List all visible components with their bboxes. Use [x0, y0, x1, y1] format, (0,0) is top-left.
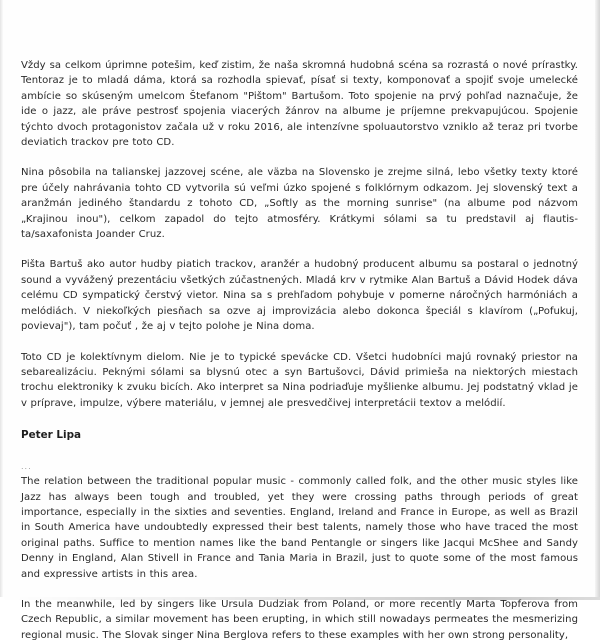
page-content	[21, 58, 578, 643]
paragraph: Toto CD je kolektívnym dielom. Nie je to typické spevácke CD. Všetci hudobníci majú rovnaký priestor na sebarealizáciu. Peknými sólami sa blysnú otec a syn Bartušovci, Dávid primieša na niektorých miestach trochu elektroniky k zvuku bicích. Ako interpret sa Nina podriaďuje myšlienke albumu. Jej podstatný vklad je v príprave, impulze, výbere materiálu, v jemnej ale presvedčivej interpretácii textov a melódií.	[21, 351, 578, 409]
paragraph-spacer	[21, 335, 578, 350]
author-signature: Peter Lipa	[21, 429, 82, 442]
paragraph: Nina pôsobila na talianskej jazzovej scéne, ale väzba na Slovensko je zrejme silná, lebo všetky texty ktoré pre účely nahrávania tohto CD vytvorila sú veľmi úzko spojené s folklórnym odkazom. Jej slovenský text a aranžmán jediného štandardu z tohoto CD, „Softly as the morning sunrise" (na albume pod názvom „Krajinou inou"), celkom zapadol do tejto atmosféry. Krátkymi sólami sa tu predstavil aj flautis-ta/saxafonista Joander Cruz.	[21, 167, 578, 241]
paragraph: The relation between the traditional popular music - commonly called folk, and the other music styles like Jazz has always been tough and troubled, yet they were crossing paths through periods of great importance, especially in the sixties and seventies. England, Ireland and France in Europe, as well as Brazil in South America have undoubtedly expressed their best talents, namely those who have traced the most original paths. Suffice to mention names like the band Pentangle or singers like Jacqui McShee and Sandy Denny in England, Alan Stivell in France and Tania Maria in Brazil, just to quote some of the most famous and expressive artists in this area.	[21, 476, 578, 580]
page-edge-right	[595, 0, 600, 600]
section-spacer	[21, 443, 578, 463]
paragraph-spacer	[21, 582, 578, 597]
continuation-marker: ...	[21, 462, 32, 472]
page-edge-left	[0, 0, 3, 600]
paragraph-spacer	[21, 242, 578, 257]
paragraph: In the meanwhile, led by singers like Ursula Dudziak from Poland, or more recently Marta Topferova from Czech Republic, a similar movement has been erupting, in which still nowadays permeates the mesmerizing regional music. The Slovak singer Nina Berglova refers to these examples with her own strong personality,	[21, 598, 578, 641]
english-section	[21, 463, 578, 643]
slovak-section	[21, 58, 578, 443]
paragraph: Vždy sa celkom úprimne potešim, keď zistim, že naša skromná hudobná scéna sa rozrastá o nové prírastky. Tentoraz je to mladá dáma, ktorá sa rozhodla spievať, písať si texty, komponovať a spojiť svoje umelecké ambície so skúseným umelcom Štefanom "Pištom" Bartušom. Toto spojenie na prvý pohľad naznačuje, že ide o jazz, ale práve pestrosť spojenia viacerých žánrov na albume je príjemne prekvapujúcou. Spojenie týchto dvoch protagonistov začala už v roku 2016, ale intenzívne spoluautorstvo vzniklo až teraz pri tvorbe deviatich trackov pre toto CD.	[21, 60, 578, 149]
paragraph: Pišta Bartuš ako autor hudby piatich trackov, aranžér a hudobný producent albumu sa postaral o jednotný sound a vyvážený prezentáciu všetkých zúčastnených. Mladá krv v rytmike Alan Bartuš a Dávid Hodek dáva celému CD sympatický čerstvý vietor. Nina sa s prehľadom pohybuje v pomerne náročných harmóniách a melódiách. V niekoľkých piesňach sa ozve aj improvizácia alebo dokonca špeciál s klavírom („Pofukuj, povievaj"), tam počuť , že aj v tejto polohe je Nina doma.	[21, 259, 578, 333]
paragraph-spacer	[21, 150, 578, 165]
paragraph-spacer	[21, 411, 578, 428]
